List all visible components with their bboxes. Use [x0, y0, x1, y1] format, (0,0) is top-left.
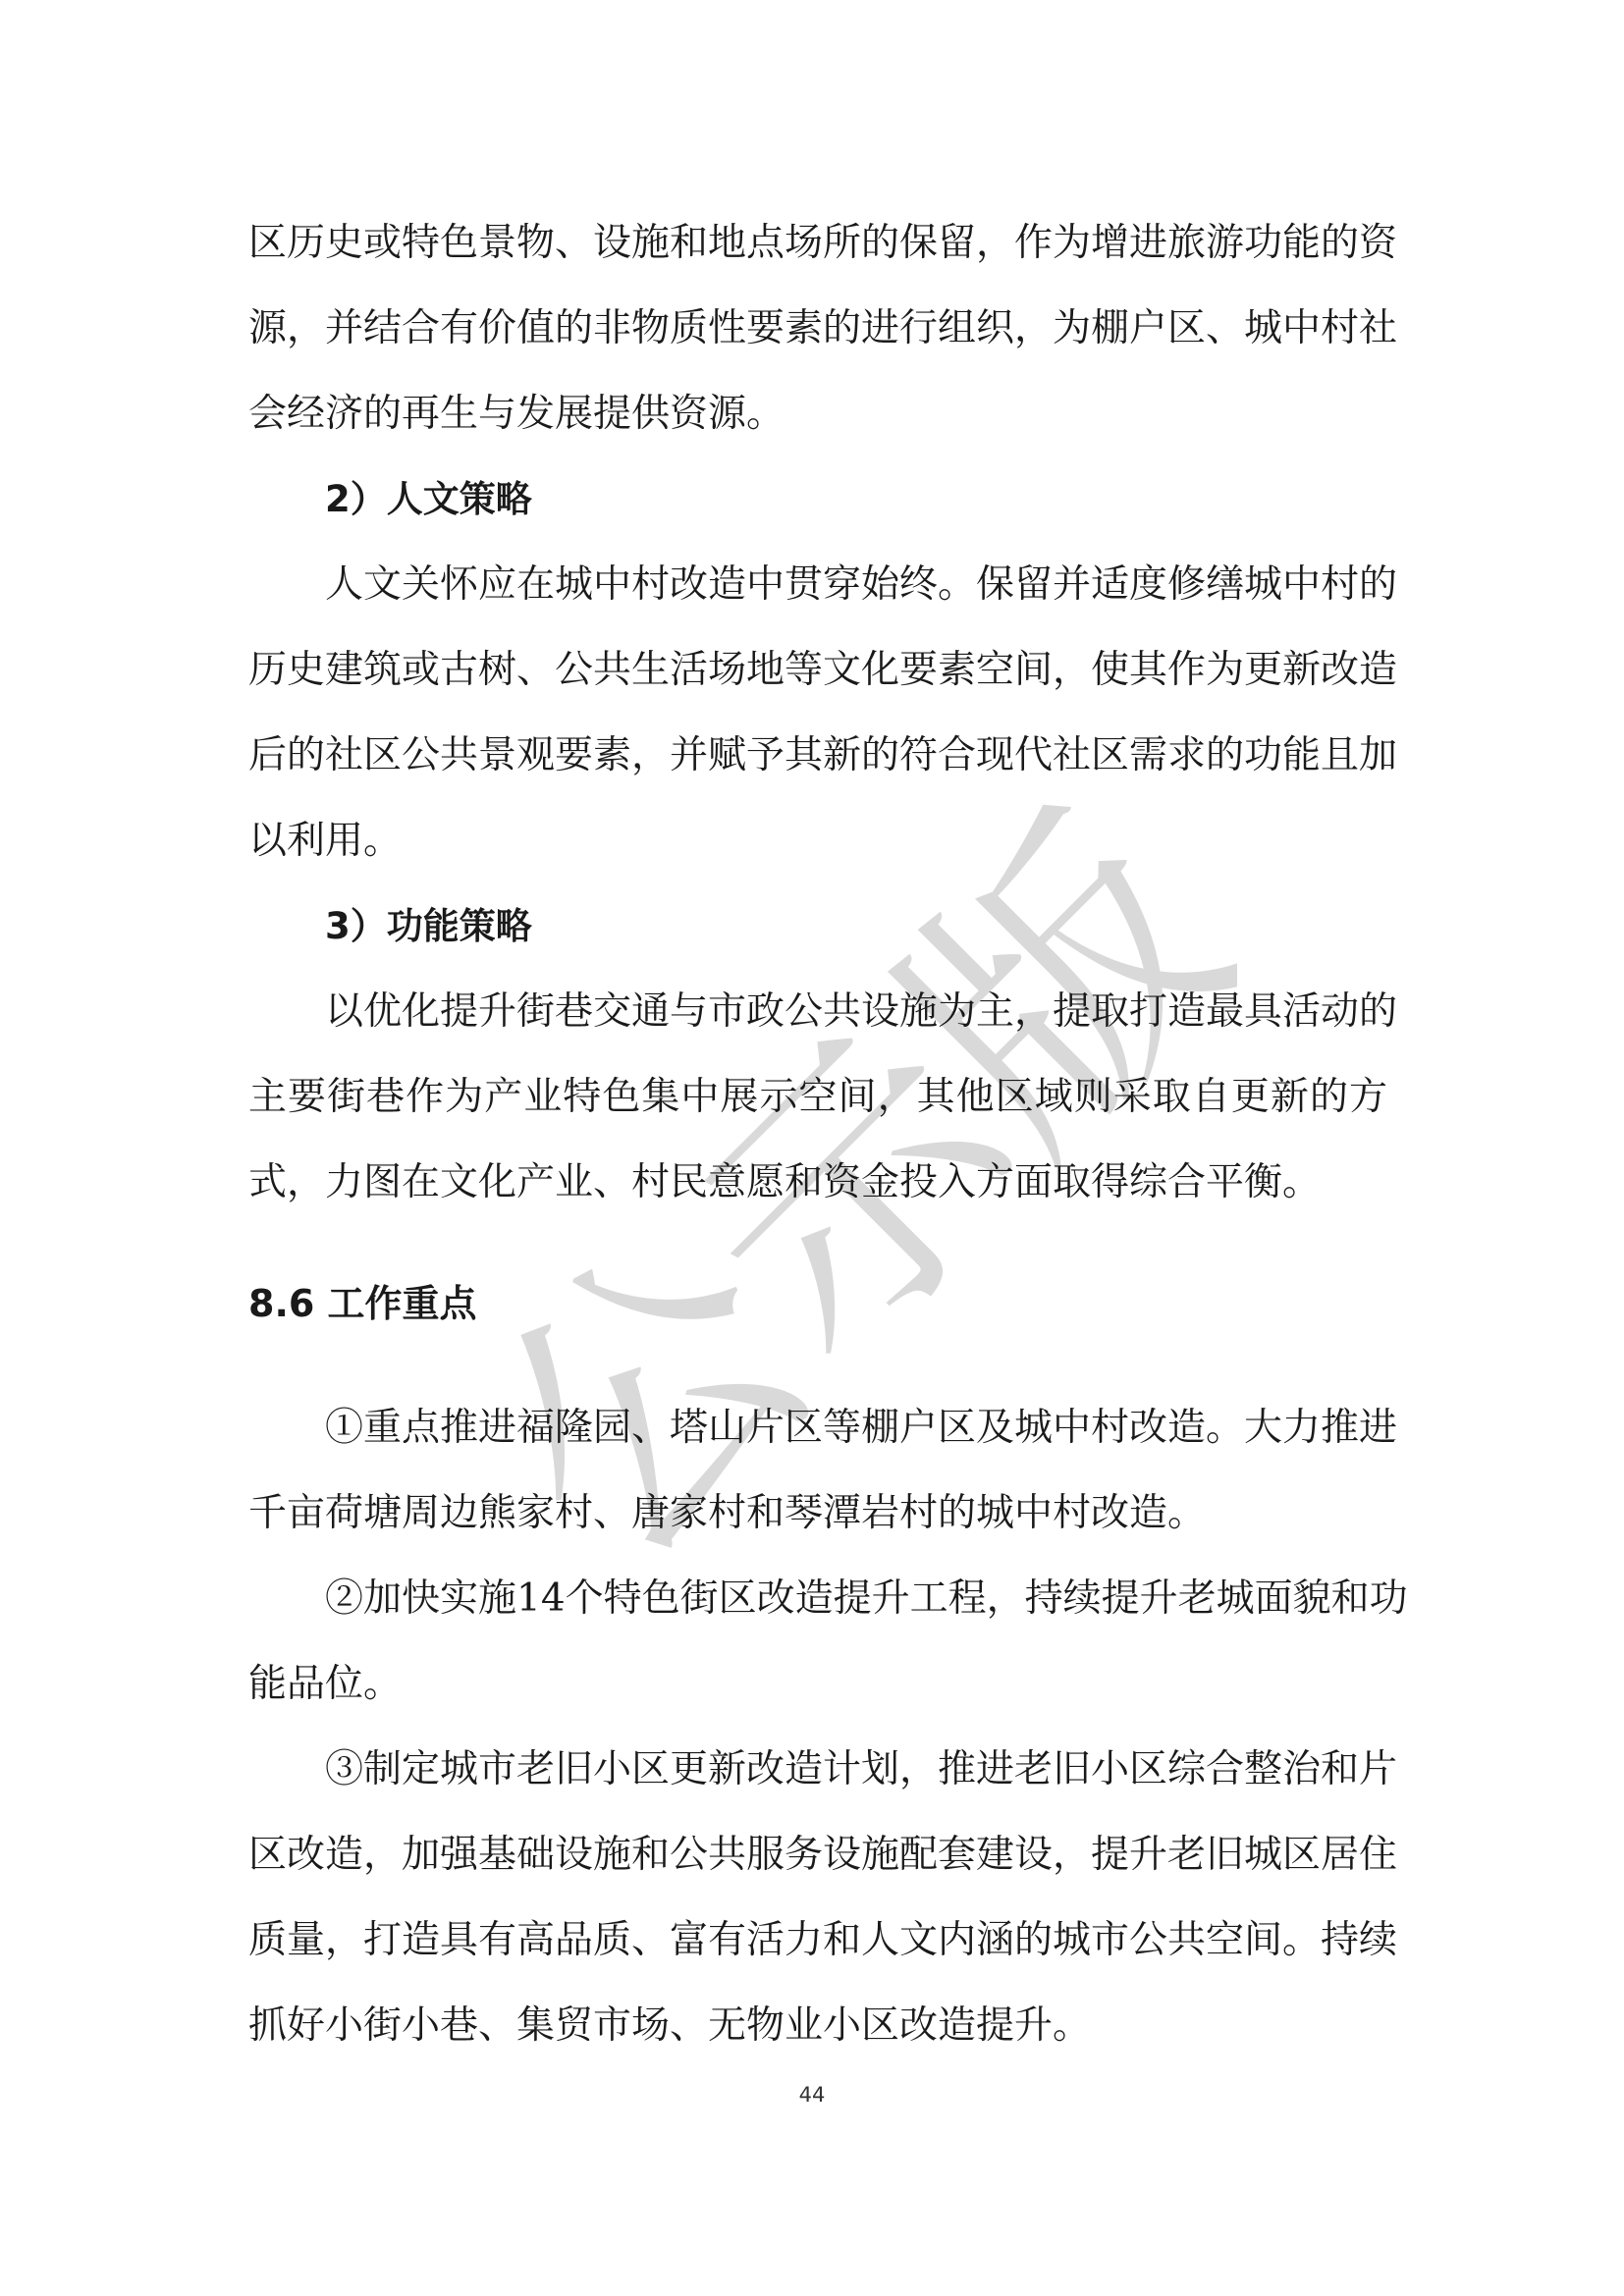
paragraph-line: 后的社区公共景观要素，并赋予其新的符合现代社区需求的功能且加 — [248, 733, 1398, 777]
list-item-line: ②加快实施14个特色街区改造提升工程，持续提升老城面貌和功 — [325, 1576, 1408, 1621]
list-item-line: 质量，打造具有高品质、富有活力和人文内涵的城市公共空间。持续 — [248, 1918, 1398, 1962]
list-item-line: ①重点推进福隆园、塔山片区等棚户区及城中村改造。大力推进 — [325, 1406, 1398, 1450]
paragraph-line: 主要街巷作为产业特色集中展示空间，其他区域则采取自更新的方 — [248, 1075, 1387, 1119]
list-item-line: 能品位。 — [248, 1662, 403, 1706]
paragraph-line: 会经济的再生与发展提供资源。 — [248, 392, 785, 436]
paragraph-line: 人文关怀应在城中村改造中贯穿始终。保留并适度修缮城中村的 — [325, 562, 1398, 607]
list-item-line: ③制定城市老旧小区更新改造计划，推进老旧小区综合整治和片 — [325, 1747, 1398, 1791]
paragraph-line: 以优化提升街巷交通与市政公共设施为主，提取打造最具活动的 — [325, 989, 1398, 1034]
paragraph-line: 源，并结合有价值的非物质性要素的进行组织，为棚户区、城中村社 — [248, 306, 1398, 350]
list-item-line: 抓好小街小巷、集贸市场、无物业小区改造提升。 — [248, 2003, 1092, 2048]
section-heading-work-focus: 8.6 工作重点 — [248, 1282, 477, 1325]
paragraph-line: 历史建筑或古树、公共生活场地等文化要素空间，使其作为更新改造 — [248, 648, 1398, 692]
subheading-humanistic-strategy: 2）人文策略 — [325, 478, 532, 520]
paragraph-line: 式，力图在文化产业、村民意愿和资金投入方面取得综合平衡。 — [248, 1160, 1322, 1204]
page-number: 44 — [798, 2083, 826, 2107]
watermark-text: 公示版 — [471, 759, 1237, 1627]
list-item-line: 千亩荷塘周边熊家村、唐家村和琴潭岩村的城中村改造。 — [248, 1491, 1207, 1535]
paragraph-line: 以利用。 — [248, 819, 403, 863]
subheading-function-strategy: 3）功能策略 — [325, 905, 532, 947]
paragraph-line: 区历史或特色景物、设施和地点场所的保留，作为增进旅游功能的资 — [248, 221, 1398, 265]
list-item-line: 区改造，加强基础设施和公共服务设施配套建设，提升老旧城区居住 — [248, 1833, 1398, 1877]
